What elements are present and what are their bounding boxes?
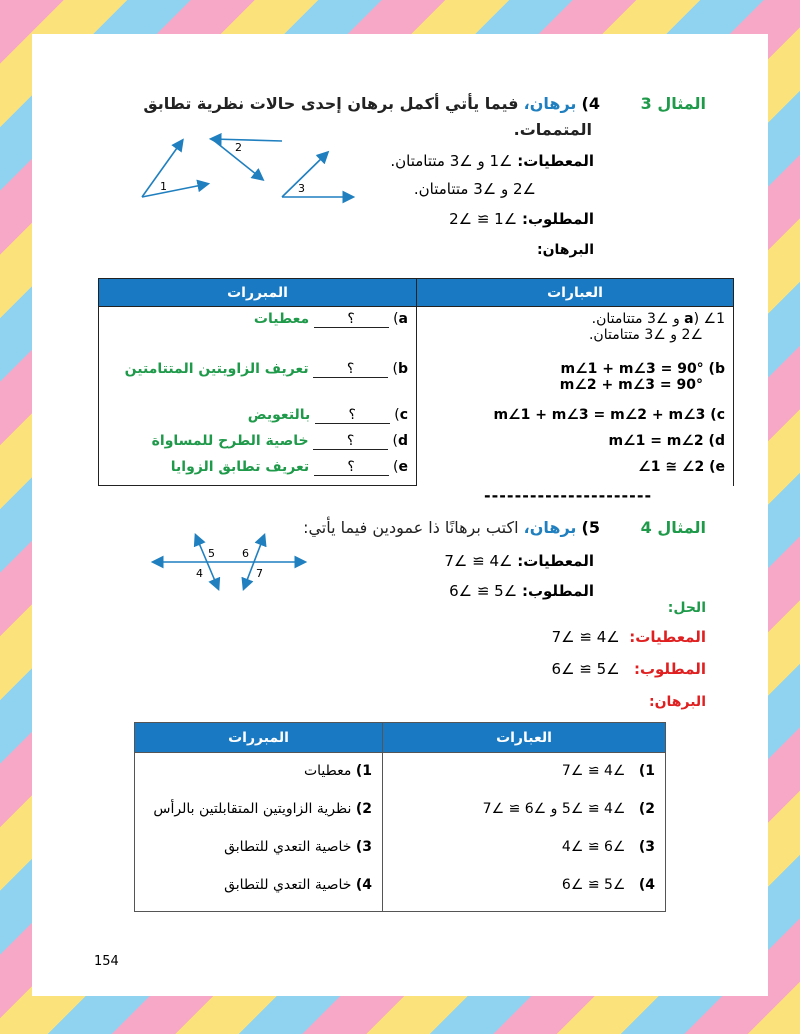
exercise5-text: اكتب برهانًا ذا عمودين فيما يأتي: [303, 518, 519, 537]
given-1: ∠1 و ∠3 متتامتان. [390, 152, 513, 170]
sol-reason-2: نظرية الزاويتين المتقابلتين بالرأس [153, 801, 352, 817]
solution-proof-label: البرهان: [649, 694, 706, 710]
angle-label-3: 3 [298, 182, 305, 195]
sol-statement-1: ∠4 ≅ ∠7 [561, 763, 626, 779]
reason-c: بالتعويض [247, 407, 311, 423]
exercise-text-line2: المتممات. [513, 120, 592, 139]
statement-e: ∠1 ≅ ∠2 [638, 459, 705, 475]
reason-e: تعريف تطابق الزوايا [170, 459, 310, 475]
required-value: ∠1 ≅ ∠2 [449, 210, 518, 228]
givens-label: المعطيات: [517, 152, 594, 170]
example3-label: المثال 3 [640, 94, 706, 113]
ex4-required-value: ∠5 ≅ ∠6 [449, 582, 518, 600]
exercise-number: 4) [581, 94, 600, 113]
angles-figure [132, 129, 362, 209]
reason-d: خاصية الطرح للمساواة [151, 433, 309, 449]
ex4-givens: المعطيات: ∠4 ≅ ∠7 [444, 552, 594, 570]
ex4-given: ∠4 ≅ ∠7 [444, 552, 513, 570]
proof-table-1 [98, 278, 734, 486]
required [449, 210, 594, 228]
col-reasons: المبررات [99, 279, 417, 307]
required-label: المطلوب: [521, 210, 594, 228]
solution-givens: المعطيات: ∠4 ≅ ∠7 [551, 628, 706, 646]
proof-kind: برهان [529, 94, 577, 113]
sol-statement-3: ∠6 ≅ ∠4 [561, 839, 626, 855]
reason-a: معطيات [253, 311, 310, 327]
given-2: ∠2 و ∠3 متتامتان. [413, 180, 536, 198]
angle-label-1: 1 [160, 180, 167, 193]
solution-required-value: ∠5 ≅ ∠6 [551, 660, 620, 678]
solution-label: الحل: [667, 600, 706, 616]
proof-table-2 [134, 722, 666, 912]
sol-reason-3: خاصية التعدي للتطابق [224, 839, 352, 855]
col-statements-2: العبارات [383, 723, 666, 753]
sol-statement-2: ∠4 ≅ ∠5 و ∠6 ≅ ∠7 [482, 801, 626, 817]
table2-statements-cell: 1) ∠4 ≅ ∠7 2) ∠4 ≅ ∠5 و ∠6 ≅ ∠7 3) ∠6 ≅ ∠4 4) ∠5 ≅ ∠6 [383, 753, 666, 912]
statement-d: m∠1 = m∠2 [608, 433, 704, 449]
solution-given: ∠4 ≅ ∠7 [551, 628, 620, 646]
angle-label-2: 2 [235, 141, 242, 154]
example4-label: المثال 4 [640, 518, 706, 537]
exercise-text: فيما يأتي أكمل برهان إحدى حالات نظرية تطابق [143, 94, 519, 113]
solution-required: المطلوب: ∠5 ≅ ∠6 [551, 660, 706, 678]
page [32, 34, 768, 996]
ex4-required: المطلوب: ∠5 ≅ ∠6 [449, 582, 594, 600]
angle-label-6: 6 [242, 547, 249, 560]
table1-statements-cell: a) ∠1 و ∠3 متتامتان. ∠2 و ∠3 متتامتان. b) m∠1 + m∠3 = 90° m∠2 + m∠3 = 90° c) m∠1 + m∠3 = m∠2 + m∠3 d) m∠1 = m∠2 e) ∠1 ≅ ∠2 [417, 307, 734, 486]
statement-b: m∠1 + m∠3 = 90° [560, 361, 704, 377]
angle-label-5: 5 [208, 547, 215, 560]
col-reasons-2: المبررات [135, 723, 383, 753]
reason-b: تعريف الزاويتين المتتامتين [124, 361, 309, 377]
angle-label-4: 4 [196, 567, 203, 580]
vertical-angles-figure [150, 532, 310, 594]
example4-header: المثال 4 5) برهان، اكتب برهانًا ذا عمودين فيما يأتي: [303, 518, 706, 537]
sol-reason-1: معطيات [303, 763, 352, 779]
statement-a: ∠1 و ∠3 متتامتان. [591, 311, 725, 327]
givens [390, 152, 594, 170]
sol-statement-4: ∠5 ≅ ∠6 [561, 877, 626, 893]
col-statements: العبارات [417, 279, 734, 307]
proof-kind-2: برهان [529, 518, 577, 537]
example3-header: المثال 3 4) برهان، فيما يأتي أكمل برهان إحدى حالات نظرية تطابق [143, 94, 706, 113]
table2-reasons-cell: 1) معطيات 2) نظرية الزاويتين المتقابلتين بالرأس 3) خاصية التعدي للتطابق 4) خاصية التعدي للتطابق [135, 753, 383, 912]
statement-b2: m∠2 + m∠3 = 90° [559, 377, 703, 393]
page-number: 154 [94, 954, 119, 969]
proof-label: البرهان: [537, 242, 594, 258]
sol-reason-4: خاصية التعدي للتطابق [224, 877, 352, 893]
angle-label-7: 7 [256, 567, 263, 580]
statement-a2: ∠2 و ∠3 متتامتان. [588, 327, 703, 343]
table1-reasons-cell: a) ؟ معطيات b) ؟ تعريف الزاويتين المتتامتين c) ؟ بالتعويض d) ؟ خاصية الطرح للمساواة e) ؟ تعريف تطابق الزوايا [99, 307, 417, 486]
exercise5-number: 5) [581, 518, 600, 537]
divider: ---------------------- [484, 486, 653, 505]
statement-c: m∠1 + m∠3 = m∠2 + m∠3 [493, 407, 706, 423]
